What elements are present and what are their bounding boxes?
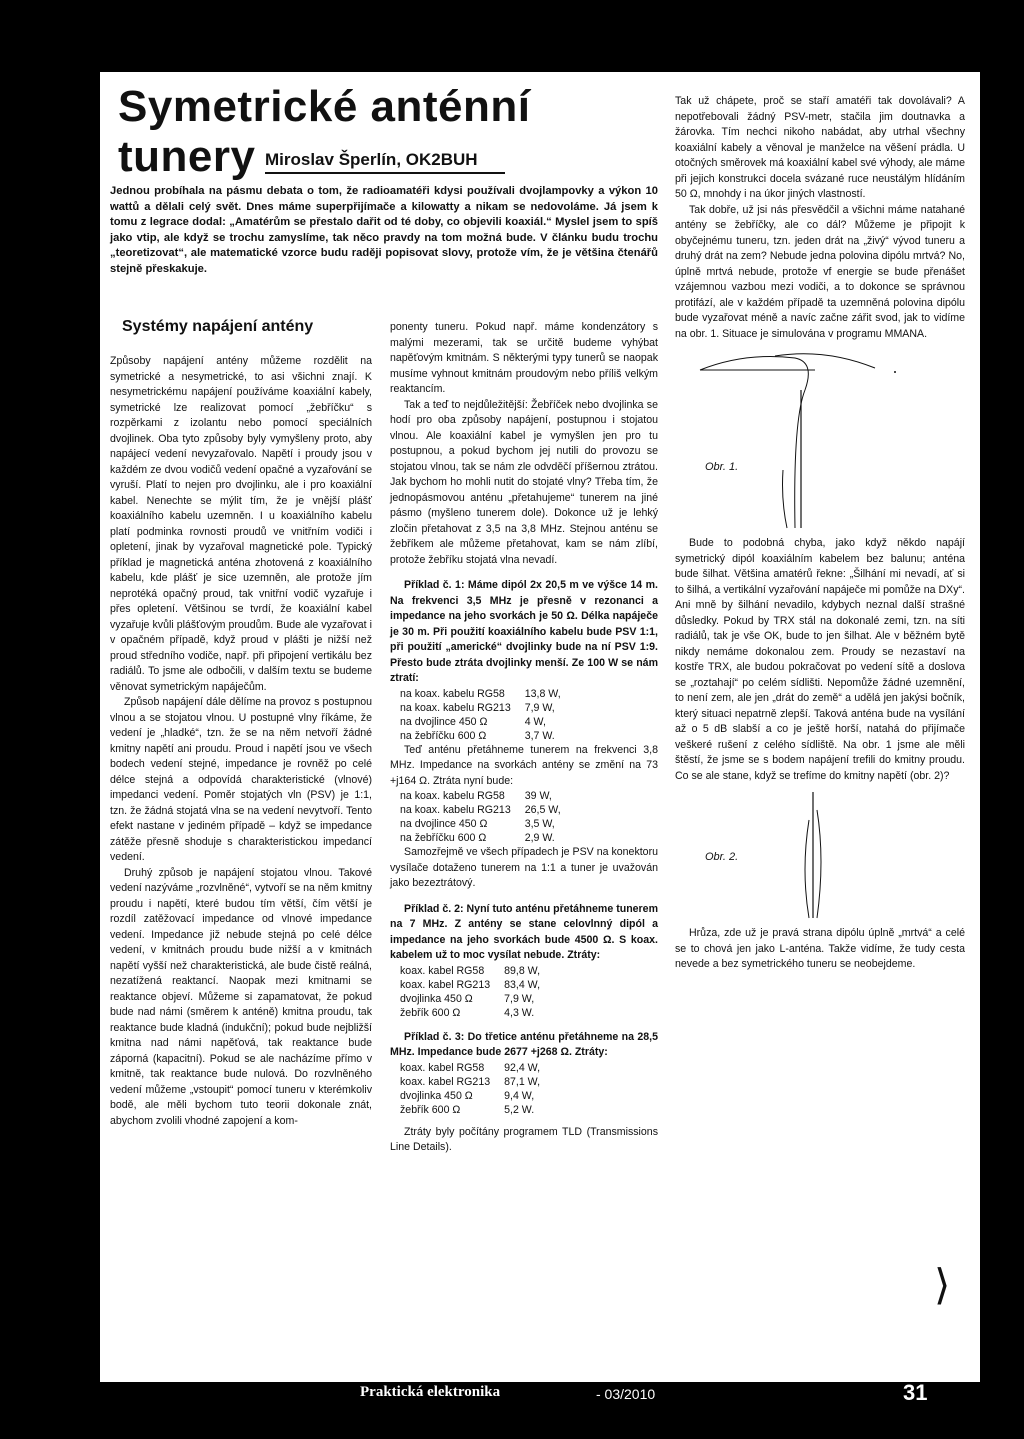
paragraph: Samozřejmě ve všech případech je PSV na konektoru vysílače dotaženo tunerem na 1:1 a tuner je uvažován jako bezeztrátový. <box>390 846 658 889</box>
figure-1-drawing <box>675 350 935 530</box>
column-2 <box>390 320 658 1156</box>
table-row: žebřík 600 Ω 5,2 W. <box>400 1103 535 1116</box>
figure-1 <box>675 350 965 530</box>
figure-1-caption: Obr. 1. <box>705 461 739 473</box>
paragraph: Bude to podobná chyba, jako když někdo napájí symetrický dipól koaxiálním kabelem bez balunu; anténa bude šilhat. Většina amatérů řekne: „Šilhání mi nevadí, ať si to šilhá, a vertikální vyzařování napáječe mi pomůže na DXy“. Ani mně by šilhání nevadilo, kdybych neznal další strašné důsledky. Pokud by TRX stál na dokonalé zemi, tzn. na síti radiálů, tak je vše OK, bude to jen šilhat. Ale v běžném bytě nikdy nemáme dokonalou zem. Proudy se nezastaví na kostře TRX, ale budou pokračovat po vedení sítě a doslova se „roztahají“ po celém sídlišti. Nepomůže žádné uzemnění, to není zem, ale jen „drát do země“ a udělá jen jakýsi bočník, který situaci nepatrně zlepší. Taková anténa bude na vysílání až o 5 dB slabší a co je ještě horší, natahá do přijímače veškeré rušení z celého sídliště. Na obr. 1 jsme ale měli štěstí, že jsme se s bodem napájení trefili do kmitny proudu. Co se ale stane, když se trefíme do kmitny napětí (obr. 2)? <box>675 537 965 782</box>
author-underline <box>265 172 505 174</box>
paragraph: Ztráty byly počítány programem TLD (Transmissions Line Details). <box>390 1125 658 1153</box>
paragraph: Druhý způsob je napájení stojatou vlnou. Takové vedení nazýváme „rozvlněné“, vytvoří se na něm kmitny proudu i napětí, které budou tím větší, čím větší je rozdíl zatěžovací impedance od vlnové impedance vedení. Impedance již nebude stejná po celé délce vedení, v kmitnách proudu bude nižší a v kmitnách napětí vyšší než charakteristická, ale bude čistě reálná, nezatížená reaktancí. Naopak mezi kmitnami se reaktance objeví. Můžeme si zapamatovat, že pokud bude nad námi (směrem k anténě) kmitna proudu, tak reaktance bude kladná (indukční); pokud bude nejbližší kmitna nad námi napěťová, tak reaktance bude záporná (kapacitní). Pokud se ale nacházíme přímo v kmitně, tak reaktance bude nulová. Do rozvlněného vedení můžeme „vstoupit“ pomocí tuneru v kterémkoliv bodě, ale měli bychom tuto teorii dokonale znát, abychom zvolili vhodné zapojení a kom- <box>110 866 373 1127</box>
magazine-page <box>100 72 980 1382</box>
article-author: Miroslav Šperlín, OK2BUH <box>265 150 478 169</box>
example-2: Příklad č. 2: Nyní tuto anténu přetáhneme tunerem na 7 MHz. Z antény se stane celovlnný dipól a impedance na jeho svorkách bude 4500 Ω. S koax. kabelem už to moc vysílat nebude. Ztráty: <box>390 902 658 961</box>
table-row: koax. kabel RG213 87,1 W, <box>400 1075 541 1088</box>
example-3: Příklad č. 3: Do třetice anténu přetáhneme na 28,5 MHz. Impedance bude 2677 +j268 Ω. Ztráty: <box>390 1030 658 1058</box>
table-row: na žebříčku 600 Ω 2,9 W. <box>400 832 555 844</box>
table-row: koax. kabel RG213 83,4 W, <box>400 978 541 991</box>
loss-table-2 <box>400 789 575 845</box>
page-number: 31 <box>903 1380 928 1405</box>
loss-table-3 <box>400 964 554 1020</box>
section-heading: Systémy napájení antény <box>122 318 314 335</box>
paragraph: Tak dobře, už jsi nás přesvědčil a všichni máme natahané antény se žebříčky, ale co dál? Můžeme je připojit k obyčejnému tuneru, tzn. jeden drát na „živý“ vývod tuneru a druhý drát na zem? Nebude jedna polovina dipólu mrtvá? No, úplně mrtvá nebude, protože vf energie se bude přenášet vzájemnou vazbou mezi vodiči, a to dokonce se správnou protifází, ale v každém případě ta uzemněná polovina dipólu bude vyzařovat méně a navíc začne zářit svod, jak to vidíme na obr. 1. Situace je simulována v programu MMANA. <box>675 203 965 340</box>
example-1: Příklad č. 1: Máme dipól 2x 20,5 m ve výšce 14 m. Na frekvenci 3,5 MHz je přesně v rezonanci a impedance na jeho svorkách je 50 Ω. Délka napáječe je 30 m. Při použití koaxiálního kabelu bude PSV 1:1, při použití „americké“ dvojlinky bude na ní PSV 1:9. Přesto bude ztráta dvojlinky menší. Ze 100 W se nám ztratí: <box>390 579 658 684</box>
table-row: žebřík 600 Ω 4,3 W. <box>400 1006 535 1019</box>
paragraph: Teď anténu přetáhneme tunerem na frekvenci 3,8 MHz. Impedance na svorkách antény se změní na 73 +j164 Ω. Ztráta nyní bude: <box>390 743 658 787</box>
table-row: na koax. kabelu RG58 13,8 W, <box>400 687 561 700</box>
figure-2 <box>675 790 965 920</box>
paragraph: Hrůza, zde už je pravá strana dipólu úplně „mrtvá“ a celé se to chová jen jako L-anténa. Takže vidíme, že tudy cesta nevede a bez symetrického tuneru se neobejdeme. <box>675 927 965 970</box>
paragraph: Způsoby napájení antény můžeme rozdělit na symetrické a nesymetrické, to asi všichni znají. K nesymetrickému napájení používáme koaxiální kabely, symetrické lze realizovat pomocí „žebříčku“ s rozpěrkami z izolantu nebo pomocí speciálních dvojlinek. Oba tyto způsoby byly vymyšleny proto, aby napájecí vedení nevyzařovalo. Napětí i proudy jsou v každém ze dvou vodičů vedení opačné a vyzařování se vyruší. Platí to nejen pro dvojlinku, ale i pro koaxiální kabel. Nenechte se mýlit tím, že je vnější plášť koaxiálního kabelu uzemněn. I u koaxiálního kabelu platí podminka rovnosti proudů ve vnitřním vodiči i opletení, jinak by vyzařoval magnetické pole. Typický příklad je magnetická anténa zhotovená z koaxiálního kabelu, kde plášť je sice uzemněn, ale protože jím neprotéká opačný proud, tak vnitřní vodič vyzařuje i přes opletení. Většinou se tvrdí, že koaxiální kabel vyzařuje kvůli plášťovým proudům. Bude ale vyzařovat i v opačném případě, když proud v plášti je nižší než proud středního vodiče, např. při připojení vertikálu bez radiálů. To jsme ale odbočili, v dalším textu se budeme věnovat symetrickým napáječům. <box>110 355 372 693</box>
paragraph: Způsob napájení dále dělíme na provoz s postupnou vlnou a se stojatou vlnou. U postupné vlny říkáme, že vedení je „hladké“, tzn. že se na něm netvoří žádné kmitny napětí ani proudu. Proud i napětí jsou ve všech bodech vedení stejné, impedance je rovněž po celé délce stejná a odpovídá charakteristické (vlnové) impedanci vedení. Poměr stojatých vln (PSV) je 1:1, tzn. že žádná stojatá vlna se na vedení nevytvoří. Tento efekt nastane v jediném případě – když se impedance zátěže přesně shoduje s charakteristickou impedancí vedení. <box>110 696 372 863</box>
table-row: dvojlinka 450 Ω 7,9 W, <box>400 992 535 1005</box>
table-row: na koax. kabelu RG213 26,5 W, <box>400 804 561 816</box>
paragraph: Tak a teď to nejdůležitější: Žebříček nebo dvojlinka se hodí pro oba způsoby napájení, postupnou i stojatou vlnou. Ale koaxiální kabel je vymyšlen jen pro tu postupnou, a pokud bychom jej nutili do provozu se stojatou vlnou, tak se nám zle odvděčí příšernou ztrátou. Jak bychom ho mohli nutit do stojaté vlny? Třeba tím, že jednopásmovou anténu „přetahujeme“ tunerem na jiné pásmo (myšleno tunerem dole). Dokonce už je lehký zločin přetahovat z 3,5 na 3,8 MHz. Stejnou anténu se žebříkem ale můžeme přetahovat, kam se nám zlíbí, protože žebříku stojatá vlna nevadí. <box>390 398 658 566</box>
article-title: Symetrické anténní tunery <box>118 82 531 181</box>
table-row: dvojlinka 450 Ω 9,4 W, <box>400 1089 535 1102</box>
article-intro: Jednou probíhala na pásmu debata o tom, že radioamatéři kdysi používali dvojlampovky a výkon 10 wattů a dělali celý svět. Dnes máme superpřijímače a kilowatty a nikam se nedovoláme. Já jsem k tomu z legrace dodal: „Amatérům se přestalo dařit od té doby, co objevili koaxiál.“ Myslel jsem to spíš jako vtip, ale když se trochu zamyslíme, tak něco pravdy na tom možná bude. V článku budu trochu „teoretizovat“, ale matematické vzorce budu raději popisovat slovy, protože vím, že je většina čtenářů stejně přeskakuje. <box>110 185 658 275</box>
figure-2-caption: Obr. 2. <box>705 851 739 863</box>
paragraph: ponenty tuneru. Pokud např. máme kondenzátory s malými mezerami, tak se určitě budeme vyhýbat napěťovým kmitnám. S některými typy tunerů se naopak musíme vyhnout kmitnám proudovým nebo příliš velkým reaktancím. <box>390 321 658 395</box>
table-row: na koax. kabelu RG58 39 W, <box>400 790 552 802</box>
loss-table-1 <box>400 687 575 743</box>
table-row: na žebříčku 600 Ω 3,7 W. <box>400 729 555 742</box>
continue-arrow-icon: ⟩ <box>934 1260 951 1309</box>
issue-number: - 03/2010 <box>596 1386 656 1402</box>
paragraph: Tak už chápete, proč se staří amatéři tak dovolávali? A nepotřebovali žádný PSV-metr, stačila jim doutnavka a žárovka. Tím nechci nikoho nabádat, aby utrhal všechny koaxiální kabely a věnoval je manželce na věšení prádla. U otočných směrovek má koaxiální kabel své výhody, ale máme při jejich konstrukci docela svázané ruce neustálým hlídáním 50 Ω, mnohdy i na úkor jiných vlastností. <box>675 95 965 200</box>
table-row: koax. kabel RG58 92,4 W, <box>400 1061 541 1074</box>
magazine-name: Praktická elektronika <box>360 1384 501 1400</box>
column-3 <box>675 94 965 973</box>
table-row: na koax. kabelu RG213 7,9 W, <box>400 701 555 714</box>
table-row: na dvojlince 450 Ω 3,5 W, <box>400 818 555 830</box>
table-row: na dvojlince 450 Ω 4 W, <box>400 715 546 728</box>
table-row: koax. kabel RG58 89,8 W, <box>400 964 541 977</box>
loss-table-4 <box>400 1061 554 1117</box>
column-1 <box>110 354 372 1129</box>
